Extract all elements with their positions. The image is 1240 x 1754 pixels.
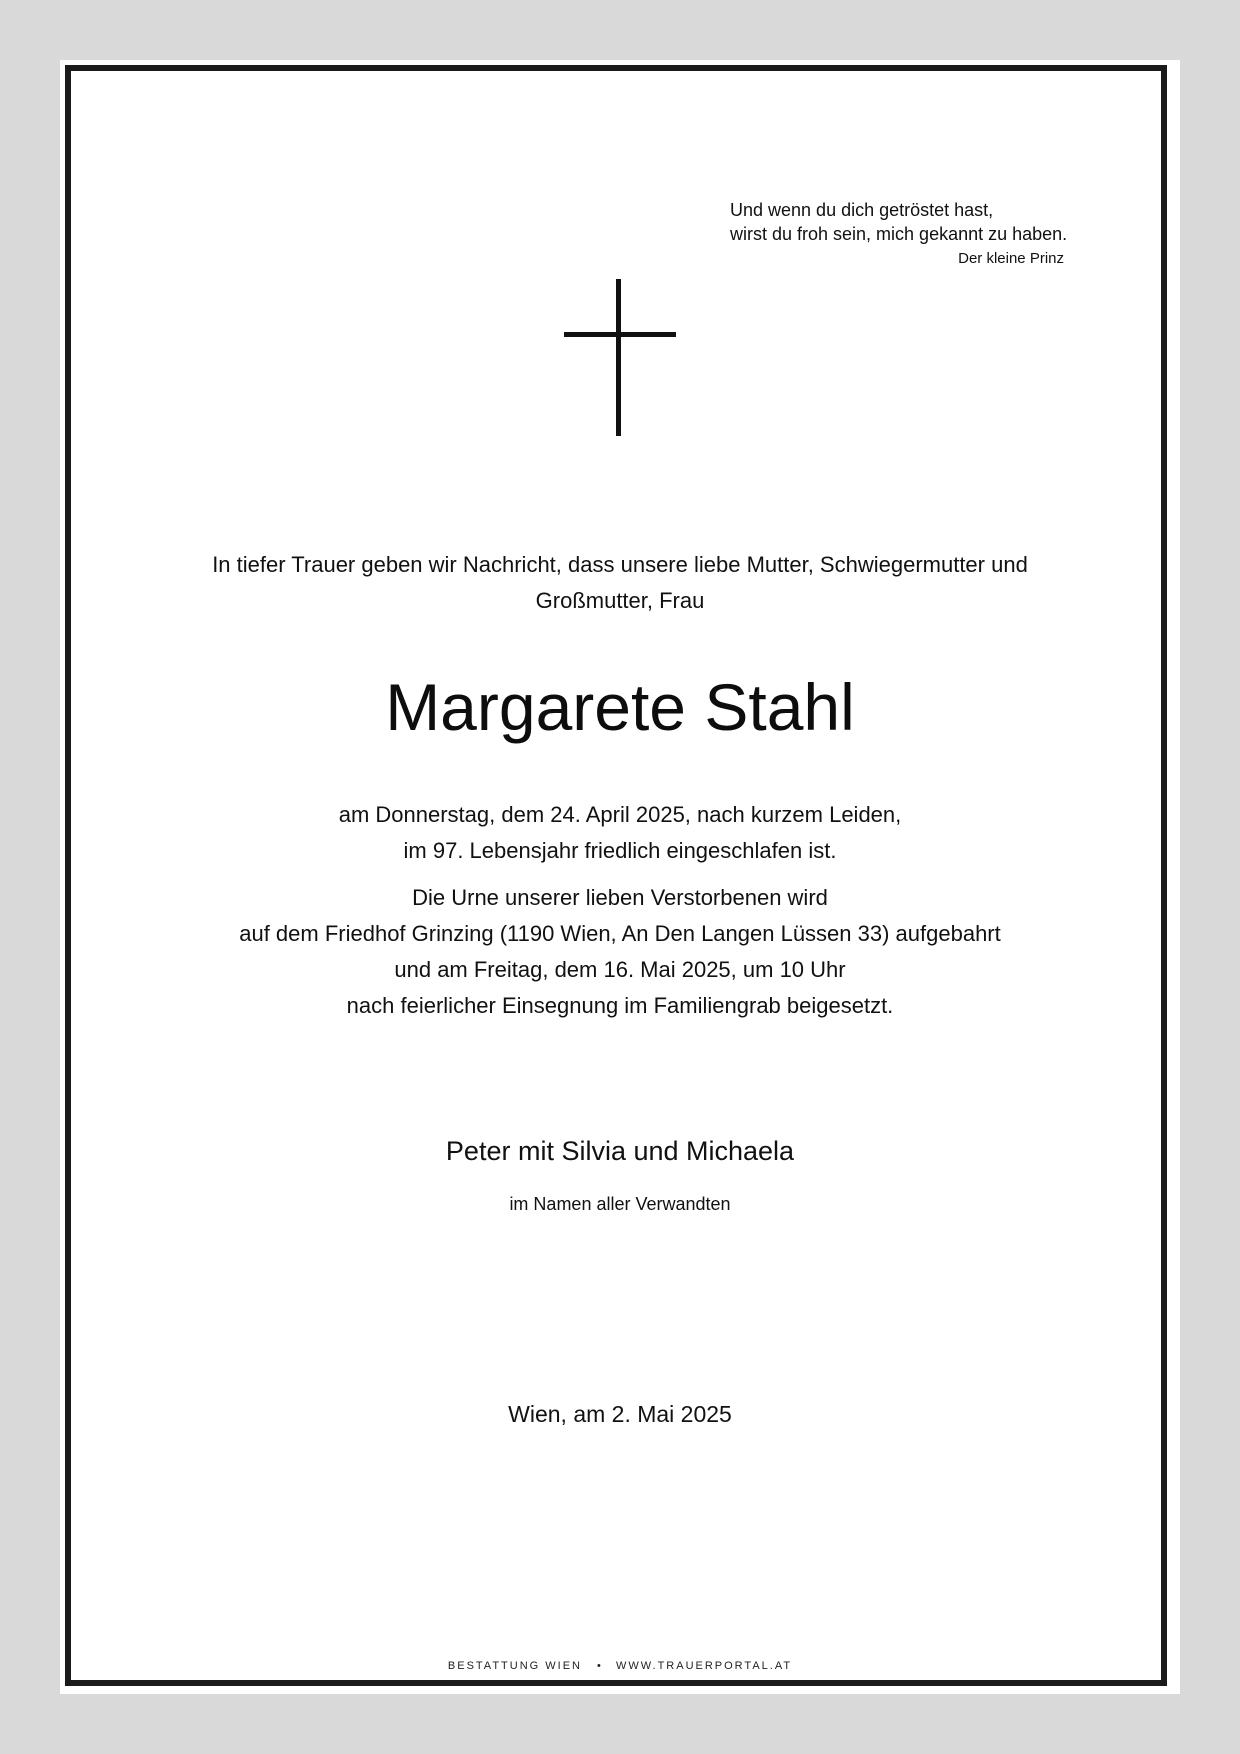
mourners-names: Peter mit Silvia und Michaela	[445, 1136, 795, 1166]
quote-block	[730, 198, 1068, 270]
intro-text	[0, 547, 1240, 619]
footer-separator: •	[597, 1660, 601, 1672]
death-notice-line-1: am Donnerstag, dem 24. April 2025, nach kurzem Leiden,	[338, 802, 902, 827]
deceased-name: Margarete Stahl	[385, 670, 855, 744]
ceremony-line-1: Die Urne unserer lieben Verstorbenen wird	[412, 885, 828, 910]
quote-source: Der kleine Prinz	[958, 250, 1064, 267]
cross-horizontal-bar	[564, 332, 676, 337]
ceremony-line-2: auf dem Friedhof Grinzing (1190 Wien, An Den Langen Lüssen 33) aufgebahrt	[239, 921, 1001, 946]
place-and-date: Wien, am 2. Mai 2025	[508, 1401, 732, 1427]
footer	[0, 1658, 1240, 1674]
ceremony-details	[0, 880, 1240, 1024]
ceremony-line-4: nach feierlicher Einsegnung im Familiengrab beigesetzt.	[346, 993, 894, 1018]
intro-line-1: In tiefer Trauer geben wir Nachricht, dass unsere liebe Mutter, Schwiegermutter und	[212, 552, 1028, 577]
footer-funeral-home: BESTATTUNG WIEN	[447, 1660, 582, 1672]
footer-website-link[interactable]: WWW.TRAUERPORTAL.AT	[615, 1660, 793, 1672]
death-notice	[0, 797, 1240, 869]
quote-line-1: Und wenn du dich getröstet hast,	[730, 200, 994, 220]
intro-line-2: Großmutter, Frau	[535, 588, 705, 613]
ceremony-line-3: und am Freitag, dem 16. Mai 2025, um 10 Uhr	[394, 957, 846, 982]
cross-icon	[564, 279, 676, 436]
quote-line-2: wirst du froh sein, mich gekannt zu haben.	[730, 224, 1068, 244]
relatives-note: im Namen aller Verwandten	[509, 1194, 731, 1214]
cross-vertical-bar	[616, 279, 621, 436]
death-notice-line-2: im 97. Lebensjahr friedlich eingeschlafen ist.	[403, 838, 837, 863]
